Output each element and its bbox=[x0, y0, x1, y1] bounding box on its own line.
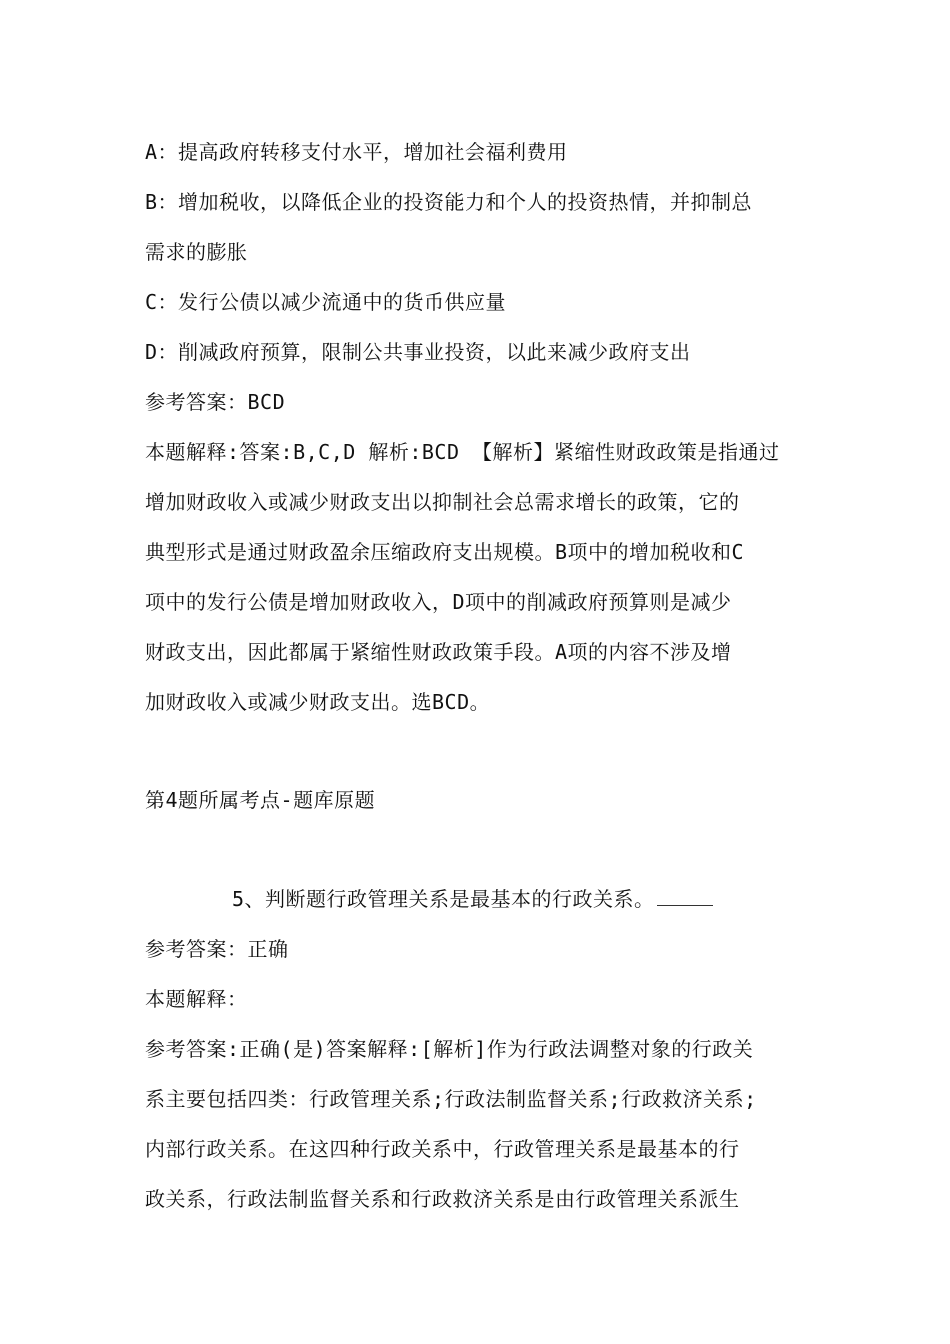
q3-explanation-line: 加财政收入或减少财政支出。选BCD。 bbox=[145, 690, 491, 714]
q3-explanation-line: 财政支出，因此都属于紧缩性财政政策手段。A项的内容不涉及增 bbox=[145, 640, 732, 664]
q5-question-text: 5、判断题行政管理关系是最基本的行政关系。 bbox=[232, 887, 655, 911]
q3-explanation-line: 典型形式是通过财政盈余压缩政府支出规模。B项中的增加税收和C bbox=[145, 540, 745, 564]
q3-explanation-line: 本题解释:答案:B,C,D 解析:BCD 【解析】紧缩性财政政策是指通过 bbox=[145, 440, 780, 464]
q5-explanation-line: 系主要包括四类：行政管理关系;行政法制监督关系;行政救济关系; bbox=[145, 1087, 757, 1111]
q3-answer: 参考答案：BCD bbox=[145, 390, 286, 414]
option-d: D：削减政府预算，限制公共事业投资，以此来减少政府支出 bbox=[145, 340, 691, 364]
q5-answer: 参考答案：正确 bbox=[145, 937, 289, 961]
q4-topic: 第4题所属考点-题库原题 bbox=[145, 788, 376, 812]
q3-explanation-line: 项中的发行公债是增加财政收入，D项中的削减政府预算则是减少 bbox=[145, 590, 732, 614]
q5-explanation-line: 政关系，行政法制监督关系和行政救济关系是由行政管理关系派生 bbox=[145, 1187, 740, 1211]
option-b-line1: B：增加税收，以降低企业的投资能力和个人的投资热情，并抑制总 bbox=[145, 190, 753, 214]
option-c: C：发行公债以减少流通中的货币供应量 bbox=[145, 290, 507, 314]
answer-blank bbox=[657, 887, 713, 906]
q5-explanation-line: 内部行政关系。在这四种行政关系中，行政管理关系是最基本的行 bbox=[145, 1137, 740, 1161]
q5-question bbox=[232, 885, 902, 913]
q3-explanation-line: 增加财政收入或减少财政支出以抑制社会总需求增长的政策，它的 bbox=[145, 490, 740, 514]
q5-explanation-label: 本题解释： bbox=[145, 987, 248, 1011]
q5-explanation-line: 参考答案:正确(是)答案解释:[解析]作为行政法调整对象的行政关 bbox=[145, 1037, 754, 1061]
option-a: A：提高政府转移支付水平，增加社会福利费用 bbox=[145, 140, 568, 164]
option-b-line2: 需求的膨胀 bbox=[145, 240, 248, 264]
